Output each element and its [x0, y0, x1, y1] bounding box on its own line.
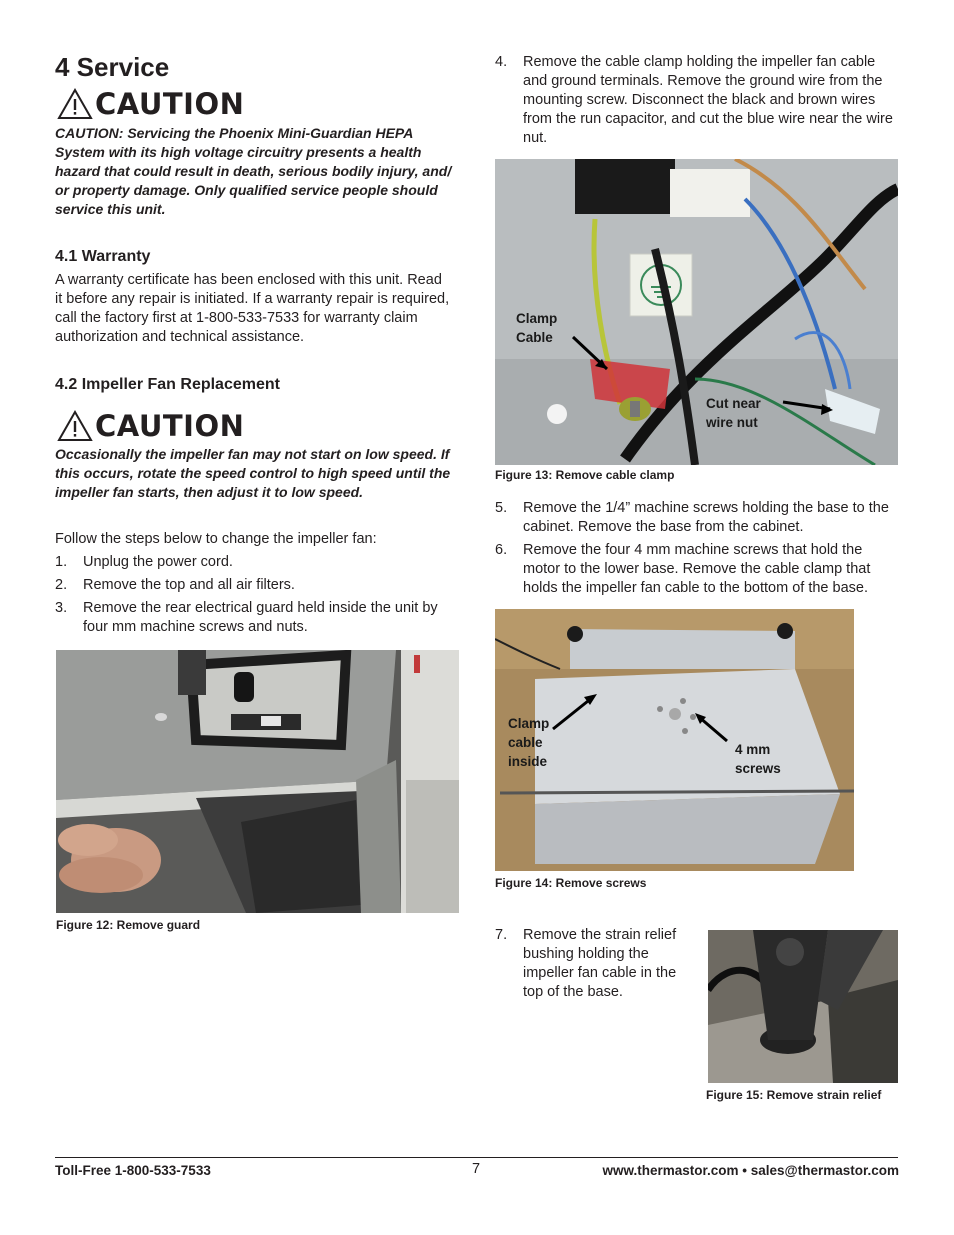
list-item: 2. Remove the top and all air filters.	[55, 577, 295, 593]
list-item: 6. Remove the four 4 mm machine screws that hold the motor to the lower base. Remove the cable clamp that holds the impeller fan cable to the bottom of the base.	[495, 542, 871, 596]
page-number: 7	[472, 1161, 481, 1177]
footer-phone: Toll-Free 1-800-533-7533	[55, 1163, 211, 1178]
caution-label: CAUTION	[95, 86, 245, 121]
warranty-body: A warranty certificate has been enclosed with this unit. Read it before any repair is initiated. If a warranty repair is required, call the factory first at 1-800-533-7533 for warranty claim authorization and technical assistance.	[55, 272, 450, 345]
section-title: 4 Service	[55, 52, 170, 82]
steps-list-right-top	[495, 53, 900, 152]
figure-13-label-cut: Cut near wire nut	[706, 396, 761, 430]
figure-15-photo	[708, 930, 898, 1083]
steps-list-right-bottom	[495, 926, 695, 1006]
steps-list-left	[55, 553, 455, 641]
footer-contact: www.thermastor.com • sales@thermastor.com	[602, 1163, 899, 1178]
list-item: 7. Remove the strain relief bushing holding the impeller fan cable in the top of the base.	[495, 927, 677, 1000]
caution-label: CAUTION	[95, 408, 245, 443]
caution-text: CAUTION: Servicing the Phoenix Mini-Guardian HEPA System with its high voltage circuitry presents a health hazard that could result in death, serious bodily injury, and/ or property damage. Only qualified service people should service this unit.	[55, 125, 452, 217]
impeller-heading: 4.2 Impeller Fan Replacement	[55, 376, 280, 393]
caution-banner	[57, 86, 244, 122]
footer-divider	[55, 1157, 898, 1158]
warning-triangle-icon	[57, 410, 93, 442]
impeller-caution-text: Occasionally the impeller fan may not start on low speed. If this occurs, rotate the speed control to high speed until the impeller fan starts, then adjust it to low speed.	[55, 446, 451, 500]
caution-banner	[57, 408, 244, 444]
figure-14-label-clamp: Clamp cable inside	[508, 716, 550, 769]
list-item: 3. Remove the rear electrical guard held inside the unit by four mm machine screws and nuts.	[55, 600, 438, 635]
warranty-heading: 4.1 Warranty	[55, 248, 151, 265]
list-item: 4. Remove the cable clamp holding the impeller fan cable and ground terminals. Remove the ground wire from the mounting screw. Disconnect the black and brown wires from the run capacitor, and cut the blue wire near the wire nut.	[495, 54, 893, 146]
figure-14-photo	[495, 609, 854, 871]
list-item: 5. Remove the 1/4” machine screws holding the base to the cabinet. Remove the base from the cabinet.	[495, 500, 889, 535]
steps-intro: Follow the steps below to change the impeller fan:	[55, 531, 377, 547]
figure-13-caption: Figure 13: Remove cable clamp	[495, 468, 675, 482]
figure-12-caption: Figure 12: Remove guard	[56, 918, 201, 932]
figure-13-photo	[495, 159, 898, 465]
figure-12-photo	[56, 650, 459, 913]
steps-list-right-mid	[495, 499, 900, 602]
figure-13-label-clamp: Clamp Cable	[516, 311, 558, 345]
figure-14-caption: Figure 14: Remove screws	[495, 876, 647, 890]
list-item: 1. Unplug the power cord.	[55, 554, 233, 570]
figure-14-label-screws: 4 mm screws	[735, 742, 781, 776]
warning-triangle-icon	[57, 88, 93, 120]
figure-15-caption: Figure 15: Remove strain relief	[706, 1088, 882, 1102]
